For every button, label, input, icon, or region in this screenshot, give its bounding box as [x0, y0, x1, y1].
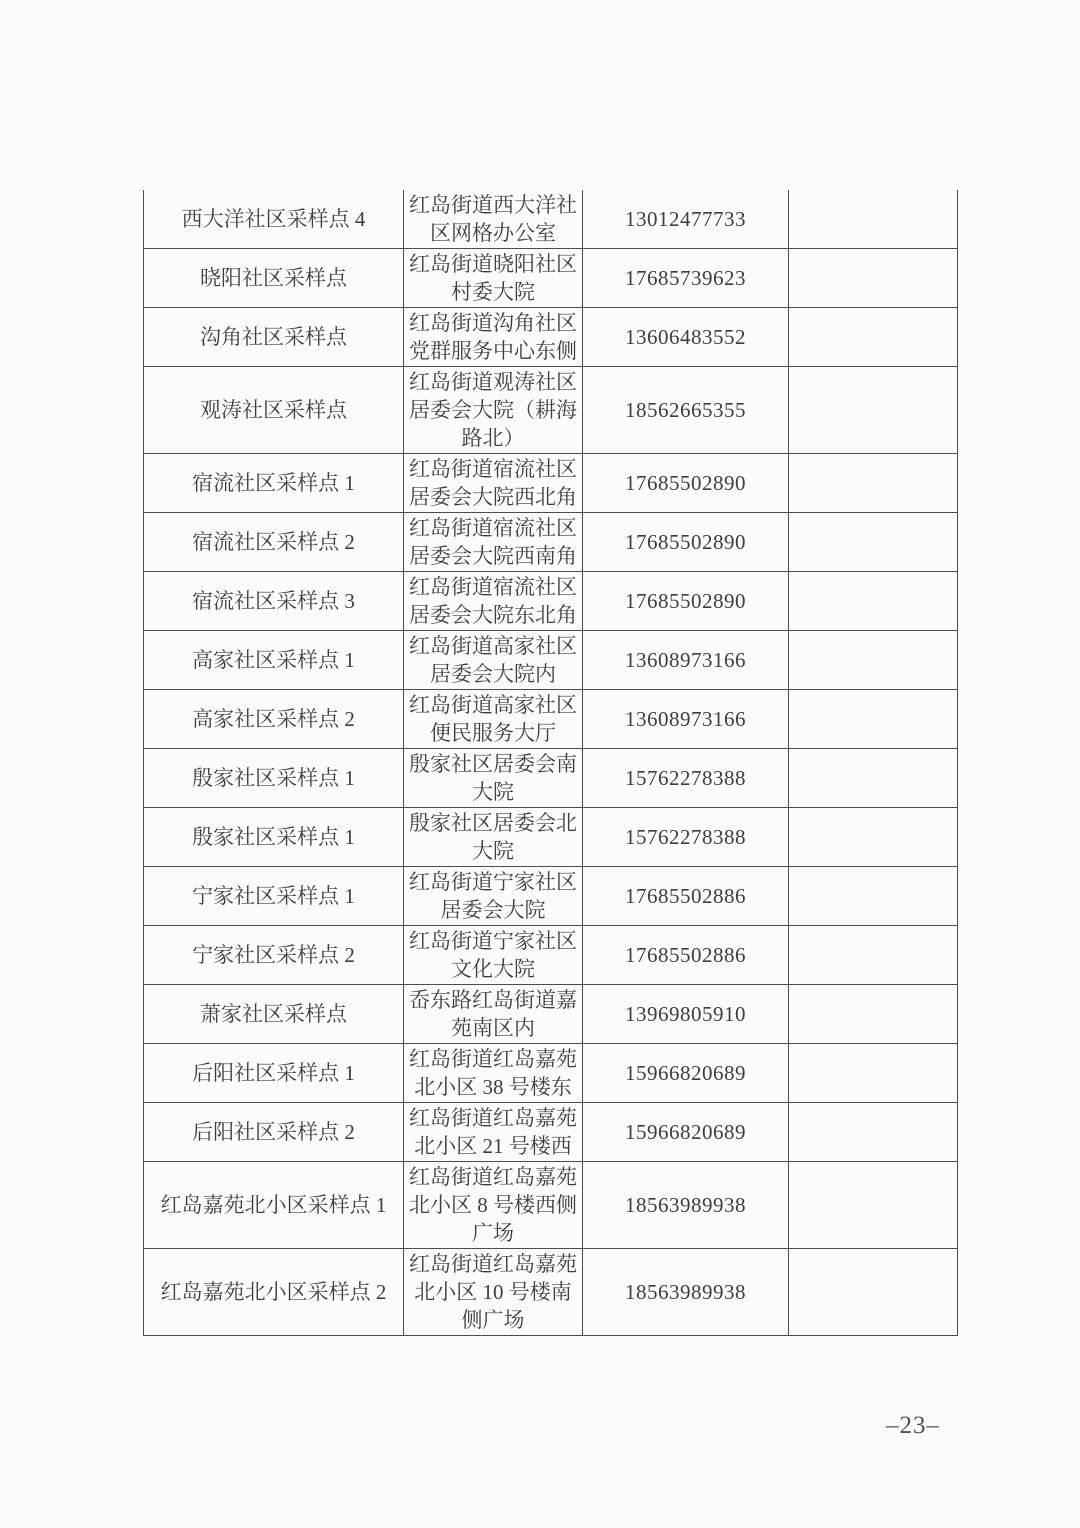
- contact-phone: 17685502886: [583, 867, 789, 926]
- sampling-points-table: [143, 190, 958, 1336]
- sampling-table-body: [144, 190, 958, 1336]
- table-row: [144, 631, 958, 690]
- sampling-point-name: 观涛社区采样点: [144, 367, 404, 454]
- notes-cell: [789, 1249, 958, 1336]
- notes-cell: [789, 1103, 958, 1162]
- sampling-point-name: 后阳社区采样点 2: [144, 1103, 404, 1162]
- sampling-point-name: 后阳社区采样点 1: [144, 1044, 404, 1103]
- notes-cell: [789, 308, 958, 367]
- notes-cell: [789, 513, 958, 572]
- notes-cell: [789, 985, 958, 1044]
- notes-cell: [789, 690, 958, 749]
- sampling-point-name: 西大洋社区采样点 4: [144, 190, 404, 249]
- notes-cell: [789, 249, 958, 308]
- sampling-location: 红岛街道红岛嘉苑北小区 21 号楼西: [404, 1103, 583, 1162]
- table-row: [144, 308, 958, 367]
- sampling-location: 红岛街道宁家社区居委会大院: [404, 867, 583, 926]
- table-row: [144, 867, 958, 926]
- table-row: [144, 513, 958, 572]
- table-row: [144, 454, 958, 513]
- sampling-location: 红岛街道西大洋社区网格办公室: [404, 190, 583, 249]
- sampling-location: 岙东路红岛街道嘉苑南区内: [404, 985, 583, 1044]
- table-row: [144, 1103, 958, 1162]
- notes-cell: [789, 867, 958, 926]
- contact-phone: 15966820689: [583, 1103, 789, 1162]
- table-row: [144, 749, 958, 808]
- sampling-location: 红岛街道宿流社区居委会大院西北角: [404, 454, 583, 513]
- contact-phone: 17685739623: [583, 249, 789, 308]
- page-number: –23–: [886, 1412, 940, 1439]
- sampling-point-name: 宁家社区采样点 1: [144, 867, 404, 926]
- sampling-location: 殷家社区居委会南大院: [404, 749, 583, 808]
- contact-phone: 17685502886: [583, 926, 789, 985]
- table-row: [144, 808, 958, 867]
- contact-phone: 17685502890: [583, 513, 789, 572]
- sampling-location: 红岛街道红岛嘉苑北小区 8 号楼西侧广场: [404, 1162, 583, 1249]
- sampling-point-name: 高家社区采样点 2: [144, 690, 404, 749]
- notes-cell: [789, 367, 958, 454]
- table-row: [144, 1044, 958, 1103]
- contact-phone: 18563989938: [583, 1249, 789, 1336]
- sampling-point-name: 萧家社区采样点: [144, 985, 404, 1044]
- contact-phone: 13606483552: [583, 308, 789, 367]
- contact-phone: 17685502890: [583, 454, 789, 513]
- sampling-point-name: 殷家社区采样点 1: [144, 749, 404, 808]
- table-row: [144, 1249, 958, 1336]
- notes-cell: [789, 631, 958, 690]
- sampling-point-name: 红岛嘉苑北小区采样点 1: [144, 1162, 404, 1249]
- sampling-location: 殷家社区居委会北大院: [404, 808, 583, 867]
- sampling-location: 红岛街道宿流社区居委会大院西南角: [404, 513, 583, 572]
- sampling-location: 红岛街道高家社区居委会大院内: [404, 631, 583, 690]
- sampling-point-name: 红岛嘉苑北小区采样点 2: [144, 1249, 404, 1336]
- sampling-point-name: 殷家社区采样点 1: [144, 808, 404, 867]
- contact-phone: 15762278388: [583, 749, 789, 808]
- contact-phone: 13012477733: [583, 190, 789, 249]
- sampling-location: 红岛街道红岛嘉苑北小区 10 号楼南侧广场: [404, 1249, 583, 1336]
- notes-cell: [789, 808, 958, 867]
- notes-cell: [789, 454, 958, 513]
- table-row: [144, 249, 958, 308]
- sampling-point-name: 高家社区采样点 1: [144, 631, 404, 690]
- sampling-point-name: 宿流社区采样点 3: [144, 572, 404, 631]
- notes-cell: [789, 926, 958, 985]
- table-row: [144, 926, 958, 985]
- notes-cell: [789, 1162, 958, 1249]
- contact-phone: 17685502890: [583, 572, 789, 631]
- table-row: [144, 1162, 958, 1249]
- notes-cell: [789, 749, 958, 808]
- contact-phone: 13608973166: [583, 631, 789, 690]
- contact-phone: 13969805910: [583, 985, 789, 1044]
- table-row: [144, 367, 958, 454]
- table-row: [144, 690, 958, 749]
- sampling-location: 红岛街道红岛嘉苑北小区 38 号楼东: [404, 1044, 583, 1103]
- contact-phone: 18563989938: [583, 1162, 789, 1249]
- contact-phone: 15966820689: [583, 1044, 789, 1103]
- sampling-location: 红岛街道沟角社区党群服务中心东侧: [404, 308, 583, 367]
- sampling-location: 红岛街道晓阳社区村委大院: [404, 249, 583, 308]
- sampling-point-name: 宿流社区采样点 2: [144, 513, 404, 572]
- sampling-location: 红岛街道观涛社区居委会大院（耕海路北）: [404, 367, 583, 454]
- sampling-location: 红岛街道宿流社区居委会大院东北角: [404, 572, 583, 631]
- notes-cell: [789, 572, 958, 631]
- table-row: [144, 190, 958, 249]
- table-row: [144, 572, 958, 631]
- notes-cell: [789, 1044, 958, 1103]
- sampling-point-name: 沟角社区采样点: [144, 308, 404, 367]
- sampling-point-name: 宁家社区采样点 2: [144, 926, 404, 985]
- notes-cell: [789, 190, 958, 249]
- sampling-location: 红岛街道高家社区便民服务大厅: [404, 690, 583, 749]
- sampling-location: 红岛街道宁家社区文化大院: [404, 926, 583, 985]
- contact-phone: 18562665355: [583, 367, 789, 454]
- sampling-point-name: 晓阳社区采样点: [144, 249, 404, 308]
- sampling-point-name: 宿流社区采样点 1: [144, 454, 404, 513]
- contact-phone: 15762278388: [583, 808, 789, 867]
- table-row: [144, 985, 958, 1044]
- contact-phone: 13608973166: [583, 690, 789, 749]
